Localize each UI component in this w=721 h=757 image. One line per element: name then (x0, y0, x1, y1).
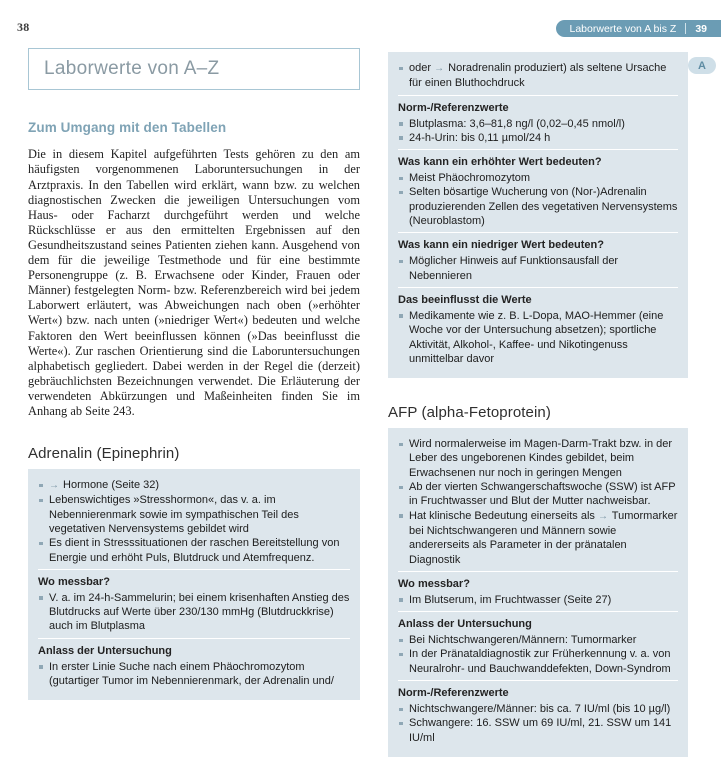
cross-reference-arrow-icon: → (598, 511, 609, 522)
info-bullet-item: 24-h-Urin: bis 0,11 µmol/24 h (398, 131, 678, 145)
info-block-title: Anlass der Untersuchung (38, 644, 350, 658)
right-column (388, 52, 688, 757)
running-head-title: Laborwerte von A bis Z (570, 23, 677, 35)
info-bullet-list (38, 660, 350, 689)
info-bullet-item: Selten bösartige Wucherung von (Nor-)Adrenalin produzierenden Zellen des vegetativen Nervensystems (Neuroblastom) (398, 185, 678, 228)
info-card (28, 469, 360, 700)
info-block-title: Was kann ein niedriger Wert bedeuten? (398, 238, 678, 252)
info-block-title: Norm-/Referenzwerte (398, 686, 678, 700)
chapter-title-box (28, 48, 360, 90)
info-bullet-item: Nichtschwangere/Männer: bis ca. 7 IU/ml (bis 10 µg/l) (398, 702, 678, 716)
info-bullet-item: Lebenswichtiges »Stresshormon«, das v. a. im Nebennierenmark sowie im sympathischen Teil des vegetativen Nervensystems gebildet wird (38, 493, 350, 536)
info-card (388, 52, 688, 378)
info-block (398, 434, 678, 571)
info-block (398, 232, 678, 287)
left-entries-container (28, 445, 360, 700)
page-number-left: 38 (17, 20, 29, 35)
intro-paragraph: Die in diesem Kapitel aufgeführten Tests gehören zu den am häufigsten vorgenommenen Laboruntersuchungen in der Arztpraxis. In den Tabellen wird erklärt, wann bzw. zu welchen diagnostischen Zwecken die jeweiligen Untersuchungen vom Haus- oder Facharzt durchgeführt werden und welche Rückschlüsse er aus den ermittelten Ergebnissen auf den Gesundheitszustand seines Patienten ziehen kann. Ausgehend von dem für die jeweilige Testmethode und für eine bestimmte Personengruppe (z. B. Erwachsene oder Kinder, Frauen oder Männer) festgelegten Norm- bzw. Referenzbereich wird bei jedem Laborwert erläutert, was Abweichungen nach oben (»erhöhter Wert«) bzw. nach unten (»niedriger Wert«) bedeuten und welche Faktoren den Wert beeinflussen können (»Das beeinflusst die Werte«). Zur raschen Orientierung sind die Laboruntersuchungen alphabetisch gegliedert. Dabei werden in der Regel die (derzeit) gebräuchlichsten Bezeichnungen verwendet. Die Erläuterung der verwendeten Abkürzungen und Maßeinheiten finden Sie im Anhang ab Seite 243. (28, 147, 360, 419)
info-block (398, 149, 678, 232)
info-bullet-list (398, 309, 678, 366)
info-bullet-item: Blutplasma: 3,6–81,8 ng/l (0,02–0,45 nmol/l) (398, 117, 678, 131)
info-bullet-list (398, 702, 678, 745)
info-block (398, 287, 678, 370)
info-bullet-item: Wird normalerweise im Magen-Darm-Trakt bzw. in der Leber des ungeborenen Kindes gebildet, beim Erwachsenen nur noch in geringen Mengen (398, 437, 678, 480)
info-bullet-item: Meist Phäochromozytom (398, 171, 678, 185)
info-bullet-item: → Hormone (Seite 32) (38, 478, 350, 493)
running-head (556, 20, 721, 37)
info-bullet-list (398, 117, 678, 146)
running-head-divider (685, 23, 686, 34)
info-bullet-list (398, 254, 678, 283)
info-bullet-list (398, 593, 678, 607)
info-bullet-item: Es dient in Stresssituationen der raschen Bereitstellung von Energie und erhöht Puls, Blutdruck und Atemfrequenz. (38, 536, 350, 565)
info-bullet-item: Möglicher Hinweis auf Funktionsausfall der Nebennieren (398, 254, 678, 283)
info-block (398, 571, 678, 611)
info-bullet-list (398, 171, 678, 228)
left-column (28, 48, 360, 700)
info-bullet-item: Schwangere: 16. SSW um 69 IU/ml, 21. SSW um 141 IU/ml (398, 716, 678, 745)
entry-title: Adrenalin (Epinephrin) (28, 445, 360, 462)
info-block-title: Was kann ein erhöhter Wert bedeuten? (398, 155, 678, 169)
cross-reference-arrow-icon: → (434, 63, 445, 74)
info-bullet-item: Bei Nichtschwangeren/Männern: Tumormarker (398, 633, 678, 647)
alphabet-thumb-tab[interactable]: A (688, 57, 716, 74)
info-block-title: Wo messbar? (38, 575, 350, 589)
entry-heading-wrap (28, 445, 360, 462)
info-bullet-list (398, 633, 678, 676)
info-bullet-item: V. a. im 24-h-Sammelurin; bei einem krisenhaften Anstieg des Blutdrucks auf Werte über 230/130 mmHg (Blutdruckkrise) auch im Blutplasma (38, 591, 350, 634)
info-bullet-item: oder → Noradrenalin produziert) als seltene Ursache für einen Bluthochdruck (398, 61, 678, 91)
right-entries-container (388, 52, 688, 757)
info-bullet-list (38, 591, 350, 634)
info-bullet-item: Im Blutserum, im Fruchtwasser (Seite 27) (398, 593, 678, 607)
info-bullet-item: Medikamente wie z. B. L-Dopa, MAO-Hemmer (eine Woche vor der Untersuchung absetzen); sportliche Aktivität, Alkohol-, Kaffee- und Nikotingenuss unmittelbar davor (398, 309, 678, 366)
info-bullet-list (398, 61, 678, 91)
info-block (398, 58, 678, 95)
info-bullet-item: Hat klinische Bedeutung einerseits als → Tumormarker bei Nichtschwangeren und Männern sowie andererseits als Parameter in der pränatalen Diagnostik (398, 509, 678, 567)
info-bullet-item: In erster Linie Suche nach einem Phäochromozytom (gutartiger Tumor im Nebennierenmark, der Adrenalin und/ (38, 660, 350, 689)
info-bullet-list (398, 437, 678, 567)
info-block (398, 95, 678, 150)
info-bullet-item: Ab der vierten Schwangerschaftswoche (SSW) ist AFP in Fruchtwasser und Blut der Mutter nachweisbar. (398, 480, 678, 509)
info-block-title: Anlass der Untersuchung (398, 617, 678, 631)
info-card (388, 428, 688, 757)
info-bullet-item: In der Pränataldiagnostik zur Früherkennung v. a. von Neuralrohr- und Bauchwanddefekten, Down-Syndrom (398, 647, 678, 676)
chapter-title: Laborwerte von A–Z (44, 58, 219, 80)
info-block-title: Norm-/Referenzwerte (398, 101, 678, 115)
cross-reference-arrow-icon: → (49, 480, 60, 491)
info-block-title: Das beeinflusst die Werte (398, 293, 678, 307)
info-block-title: Wo messbar? (398, 577, 678, 591)
info-block (38, 475, 350, 569)
page-number-right: 39 (695, 23, 707, 35)
info-block (38, 569, 350, 638)
section-heading-usage: Zum Umgang mit den Tabellen (28, 120, 360, 135)
entry-title: AFP (alpha-Fetoprotein) (388, 404, 688, 421)
info-bullet-list (38, 478, 350, 565)
entry-heading-wrap (388, 404, 688, 421)
info-block (398, 611, 678, 680)
info-block (38, 638, 350, 693)
info-block (398, 680, 678, 749)
